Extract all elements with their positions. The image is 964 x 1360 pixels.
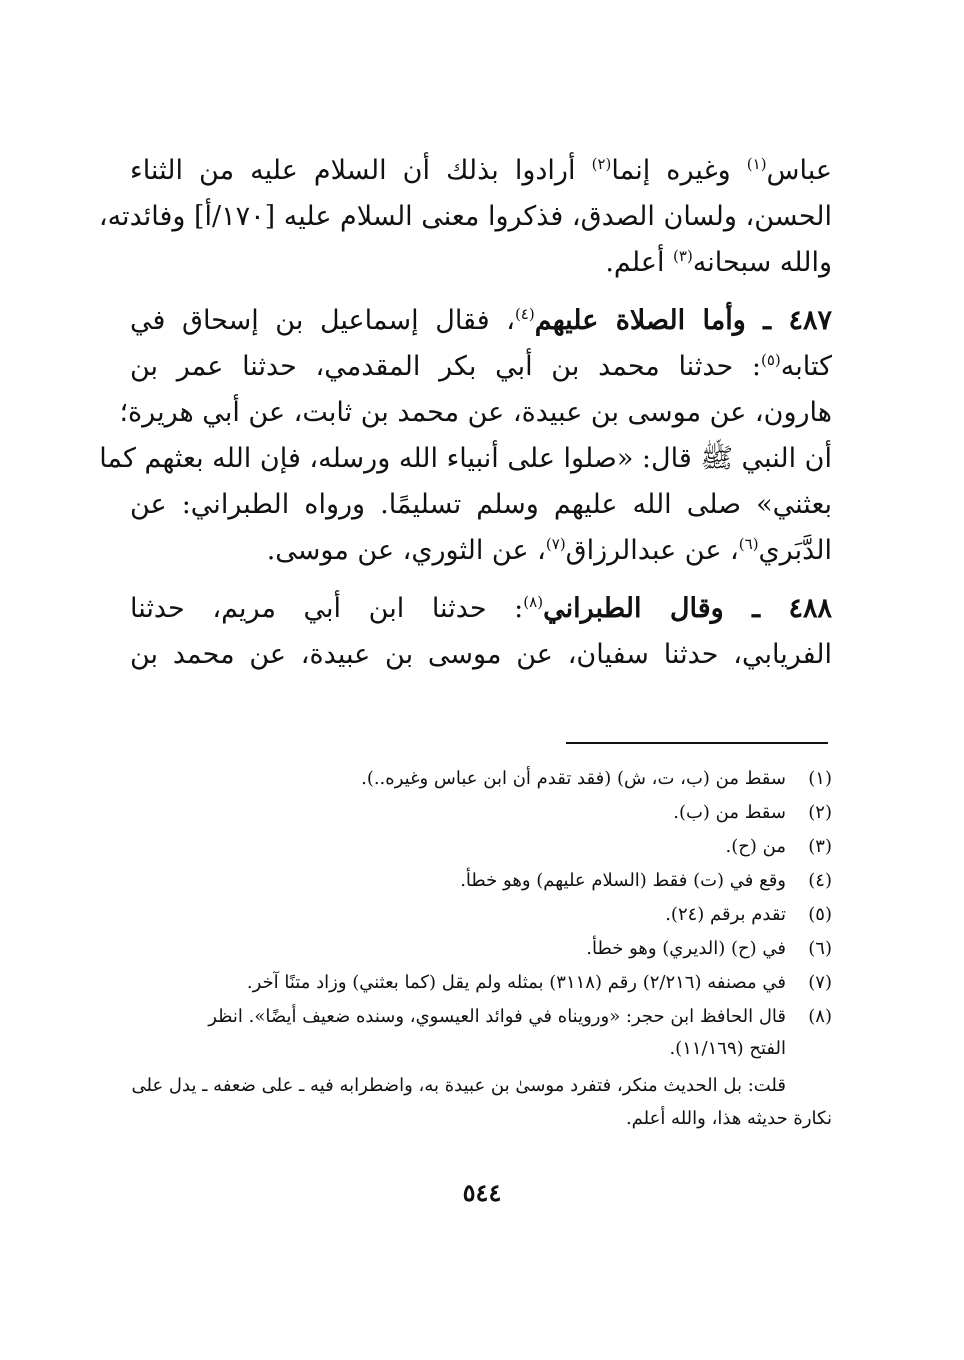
text-line — [130, 586, 832, 632]
footnote — [130, 830, 832, 864]
footnote-number: (٧) — [808, 972, 832, 993]
text-run: بعثني» صلى الله عليهم وسلم تسليمًا. ورواه الطبراني: عن — [130, 489, 832, 520]
text-run: ، فقال إسماعيل بن إسحاق في — [130, 305, 515, 336]
main-text — [98, 148, 832, 678]
text-line — [130, 632, 832, 678]
footnote-number: (٥) — [808, 904, 832, 925]
text-run: كتابه — [780, 351, 832, 382]
text-line — [98, 194, 832, 240]
footnote-text: في (ح) (الديري) وهو خطأ. — [586, 938, 786, 959]
footnote-marker: (٨) — [523, 593, 544, 611]
text-run: أرادوا بذلك أن السلام عليه من الثناء — [130, 155, 592, 186]
text-run: : حدثنا محمد بن أبي بكر المقدمي، حدثنا عمر بن — [130, 351, 761, 382]
entry-heading: ٤٨٧ ـ وأما الصلاة عليهم — [534, 305, 832, 336]
footnote-marker: (١) — [746, 155, 767, 173]
footnote — [130, 966, 832, 1000]
text-run: أن النبي ﷺ قال: «صلوا على أنبياء الله ورسله، فإن الله بعثهم كما — [99, 443, 832, 474]
footnote — [130, 864, 832, 898]
entry-heading: ٤٨٨ ـ وقال الطبراني — [543, 593, 832, 624]
footnote-marker: (٢) — [591, 155, 612, 173]
text-line — [99, 436, 832, 482]
text-run: ، عن عبدالرزاق — [565, 535, 739, 566]
footnote-separator — [566, 742, 828, 744]
footnote-number: (٦) — [808, 938, 832, 959]
text-run: وغيره إنما — [611, 155, 747, 186]
footnote — [130, 932, 832, 966]
footnote-number: (١) — [808, 768, 832, 789]
footnote-text: من (ح). — [725, 836, 786, 857]
footnote-marker: (٤) — [514, 305, 535, 323]
footnote-marker: (٧) — [545, 535, 566, 553]
footnote-marker: (٥) — [761, 351, 781, 369]
footnote-text: قال الحافظ ابن حجر: «ورويناه في فوائد العيسوي، وسنده ضعيف أيضًا». انظر — [208, 1006, 786, 1027]
text-run: هارون، عن موسى بن عبيدة، عن محمد بن ثابت، عن أبي هريرة؛ — [119, 397, 832, 428]
footnote-list — [130, 762, 832, 1065]
text-run: الدَّبَري — [758, 535, 832, 566]
footnote-text: في مصنفه (٢/٢١٦) رقم (٣١١٨) بمثله ولم يقل (كما بعثني) وزاد متنًا آخر. — [246, 972, 786, 993]
text-line — [130, 482, 832, 528]
text-run: والله سبحانه — [692, 247, 832, 278]
footnotes — [130, 762, 832, 1135]
footnote-number: (٤) — [808, 870, 832, 891]
page-number: ٥٤٤ — [462, 1178, 502, 1207]
text-line — [130, 148, 832, 194]
footnote — [130, 898, 832, 932]
footnote — [130, 762, 832, 796]
text-run: ، عن الثوري، عن موسى. — [266, 535, 546, 566]
footnote-marker: (٣) — [673, 247, 693, 265]
footnote-text: وقع في (ت) فقط (السلام عليهم) وهو خطأ. — [460, 870, 786, 891]
text-line — [130, 528, 832, 574]
text-run: الحسن، ولسان الصدق، فذكروا معنى السلام عليه [١٧٠/أ] وفائدته، — [98, 201, 832, 232]
text-line — [130, 240, 832, 286]
footnote-commentary: قلت: بل الحديث منكر، فتفرد موسىٰ بن عبيدة به، واضطرابه فيه ـ على ضعفه ـ يدل على نكارة حديثه هذا، والله أعلم. — [131, 1075, 832, 1129]
footnote-text: سقط من (ب). — [673, 802, 786, 823]
footnote-number: (٢) — [808, 802, 832, 823]
text-run: عباس — [766, 155, 832, 186]
text-line — [119, 390, 832, 436]
footnote-text: تقدم برقم (٢٤). — [665, 904, 786, 925]
footnote-continuation: الفتح (١١/١٦٩). — [669, 1038, 786, 1059]
text-run: أعلم. — [605, 247, 674, 278]
text-run: : حدثنا ابن أبي مريم، حدثنا — [130, 593, 524, 624]
footnote-text: سقط من (ب، ت، ش) (فقد تقدم أن ابن عباس وغيره..). — [361, 768, 786, 789]
text-line — [130, 344, 832, 390]
text-line — [130, 298, 832, 344]
footnote-number: (٨) — [808, 1006, 832, 1027]
footnote-marker: (٦) — [738, 535, 759, 553]
footnote — [130, 1000, 832, 1034]
footnote — [130, 796, 832, 830]
text-run: الفريابي، حدثنا سفيان، عن موسى بن عبيدة، عن محمد بن — [130, 639, 832, 670]
footnote-number: (٣) — [808, 836, 832, 857]
